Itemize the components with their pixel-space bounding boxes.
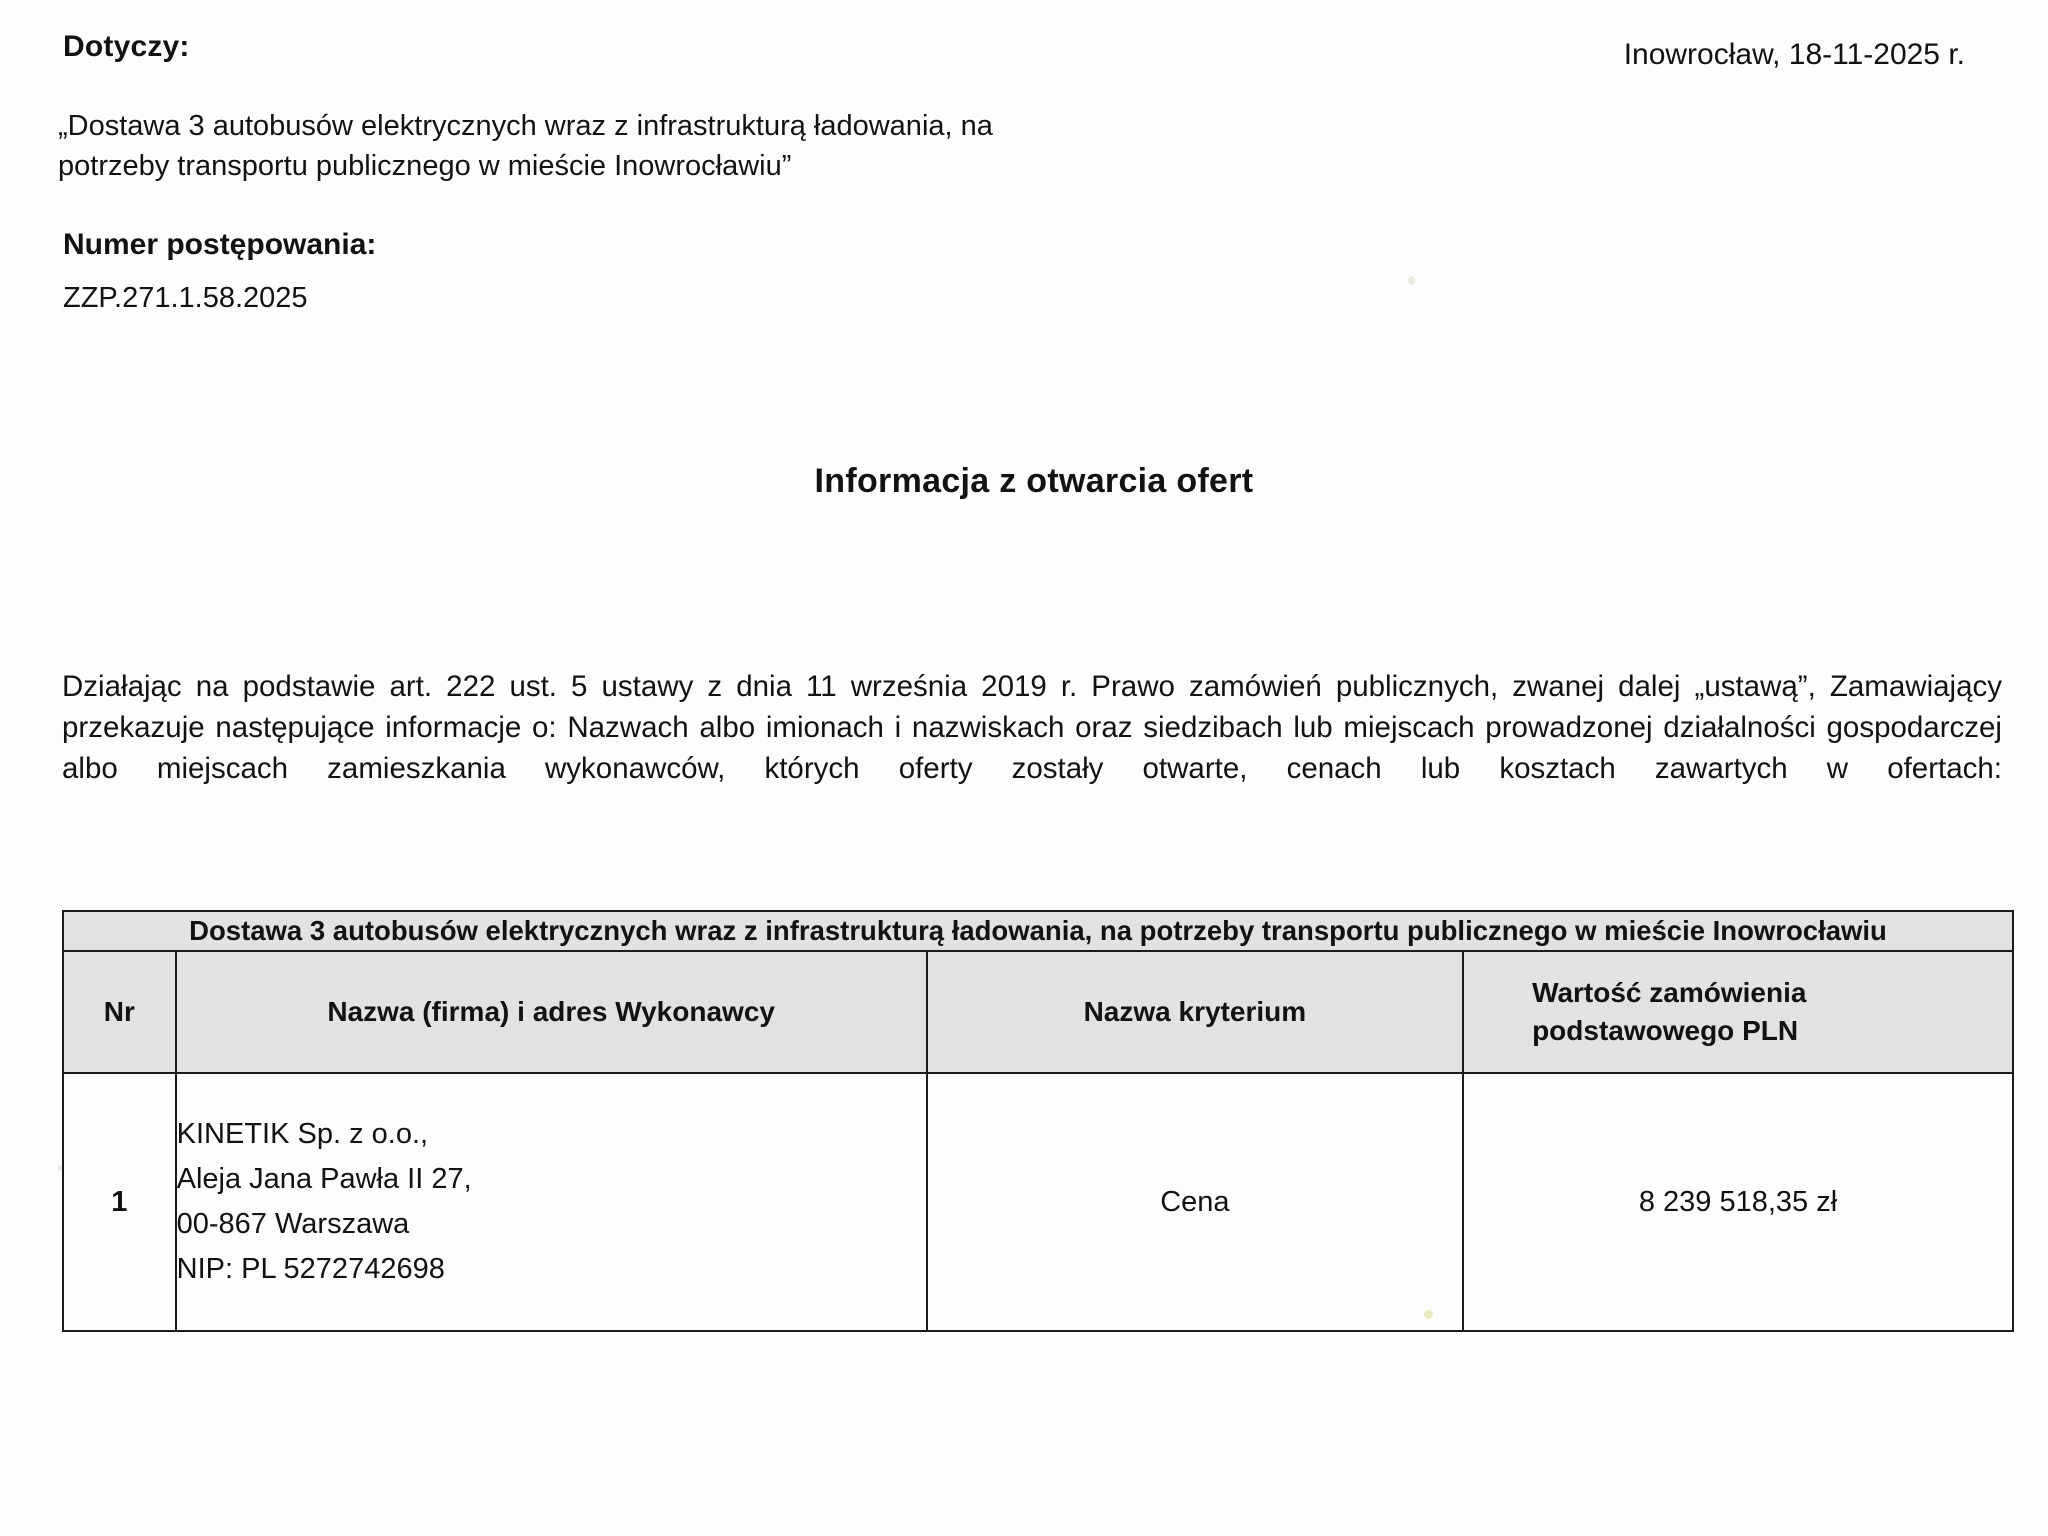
subject-line-2: potrzeby transportu publicznego w mieście Inowrocławiu” (58, 150, 792, 182)
place-and-date: Inowrocław, 18-11-2025 r. (1623, 38, 1965, 71)
procedure-number-label: Numer postępowania: (63, 228, 377, 261)
procedure-number-value: ZZP.271.1.58.2025 (63, 282, 308, 314)
offers-table (62, 910, 2014, 1332)
table-header-row (63, 951, 2013, 1073)
intro-paragraph: Działając na podstawie art. 222 ust. 5 ustawy z dnia 11 września 2019 r. Prawo zamówień publicznych, zwanej dalej „ustawą”, Zamawiający przekazuje następujące informacje o: Nazwach albo imionach i nazwiskach oraz siedzibach lub miejscach prowadzonej działalności gospodarczej albo miejscach zamieszkania wykonawców, których oferty zostały otwarte, cenach lub kosztach zawartych w ofertach: (62, 670, 2002, 785)
table-row (63, 1073, 2013, 1331)
column-header-name-address: Nazwa (firma) i adres Wykonawcy (176, 951, 927, 1073)
subject-block (58, 106, 1058, 186)
scan-speck (1408, 276, 1415, 285)
table-caption: Dostawa 3 autobusów elektrycznych wraz z infrastrukturą ładowania, na potrzeby transportu publicznego w mieście Inowrocławiu (63, 911, 2013, 951)
column-header-value (1463, 951, 2013, 1073)
contractor-city: 00-867 Warszawa (176, 1208, 410, 1240)
document-body (58, 0, 2010, 1285)
column-header-criterion: Nazwa kryterium (927, 951, 1463, 1073)
cell-value: 8 239 518,35 zł (1463, 1073, 2013, 1331)
cell-contractor (176, 1073, 927, 1331)
contractor-nip: NIP: PL 5272742698 (176, 1253, 445, 1285)
page-title: Informacja z otwarcia ofert (814, 462, 1254, 500)
cell-row-number: 1 (63, 1073, 176, 1331)
subject-line-1: „Dostawa 3 autobusów elektrycznych wraz z infrastrukturą ładowania, na (58, 110, 993, 142)
dotyczy-label: Dotyczy: (63, 30, 190, 63)
contractor-street: Aleja Jana Pawła II 27, (176, 1163, 472, 1195)
column-header-value-line-1: Wartość zamówienia (1532, 977, 1807, 1008)
document-header (58, 0, 2010, 120)
column-header-value-line-2: podstawowego PLN (1532, 1015, 1799, 1046)
cell-criterion: Cena (927, 1073, 1463, 1331)
table-caption-row (63, 911, 2013, 951)
contractor-name: KINETIK Sp. z o.o., (176, 1118, 429, 1150)
column-header-nr: Nr (63, 951, 176, 1073)
